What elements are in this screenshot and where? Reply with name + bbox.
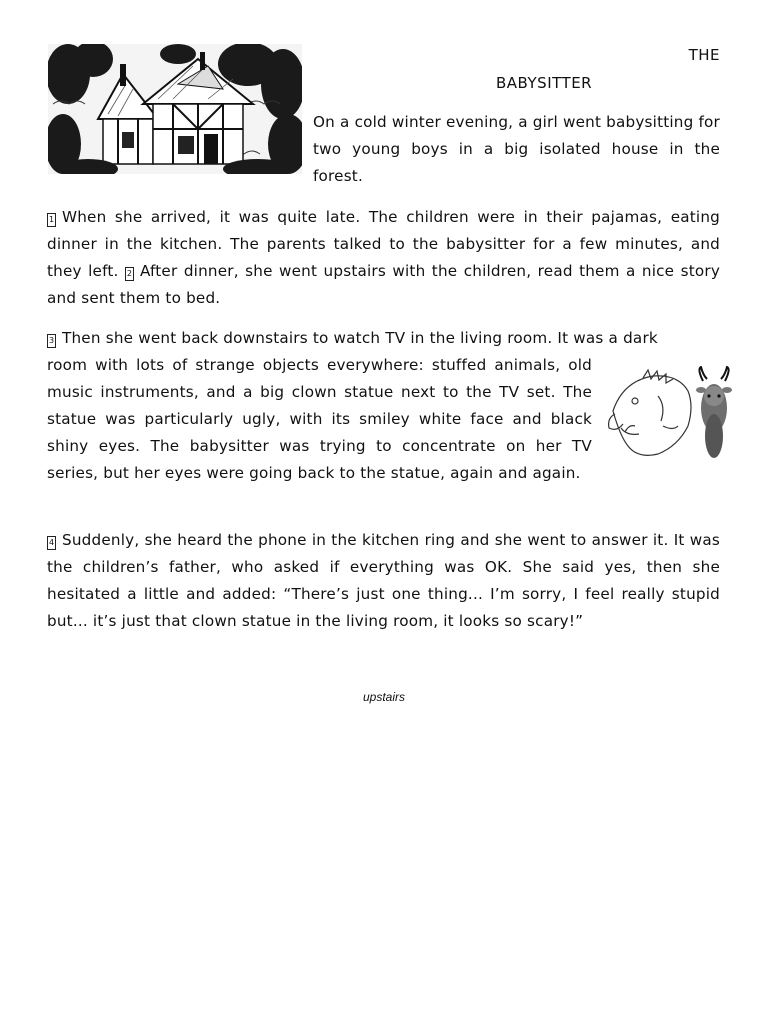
house-illustration [48, 44, 302, 174]
paragraph-3-first-line-text: Then she went back downstairs to watch TV in the living room. It was a dark [62, 329, 658, 347]
paragraph-1-text: When she arrived, it was quite late. The children were in their pajamas, eating dinner in the kitchen. The parents talked to the babysitter for a few minutes, and they left. [47, 208, 720, 280]
paragraph-3-first-line [47, 325, 720, 352]
title-line-1: THE [688, 46, 720, 64]
paragraph-4 [47, 527, 720, 635]
title-line-2: BABYSITTER [496, 74, 593, 92]
number-marker-3: 3 [47, 334, 56, 348]
paragraph-4-text: Suddenly, she heard the phone in the kitchen ring and she went to answer it. It was the children’s father, who asked if everything was OK. She said yes, then she hesitated a little and added: “There’s just one thing... I’m sorry, I feel really stupid but... it’s just that clown statue in the living room, it looks so scary!” [47, 531, 720, 630]
intro-paragraph: On a cold winter evening, a girl went babysitting for two young boys in a big isolated house in the forest. [313, 113, 720, 185]
number-marker-4: 4 [47, 536, 56, 550]
paragraph-1 [47, 204, 720, 312]
number-marker-1: 1 [47, 213, 56, 227]
footer-caption: upstairs [362, 690, 406, 704]
number-marker-2: 2 [125, 267, 134, 281]
paragraph-2-text: After dinner, she went upstairs with the children, read them a nice story and sent them to bed. [47, 262, 721, 307]
paragraph-3-rest: room with lots of strange objects everywhere: stuffed animals, old music instruments, and a big clown statue next to the TV set. The statue was particularly ugly, with its smiley white face and black shiny eyes. The babysitter was trying to concentrate on her TV series, but her eyes were going back to the statue, again and again. [47, 356, 592, 482]
animal-heads-illustration [603, 366, 743, 466]
